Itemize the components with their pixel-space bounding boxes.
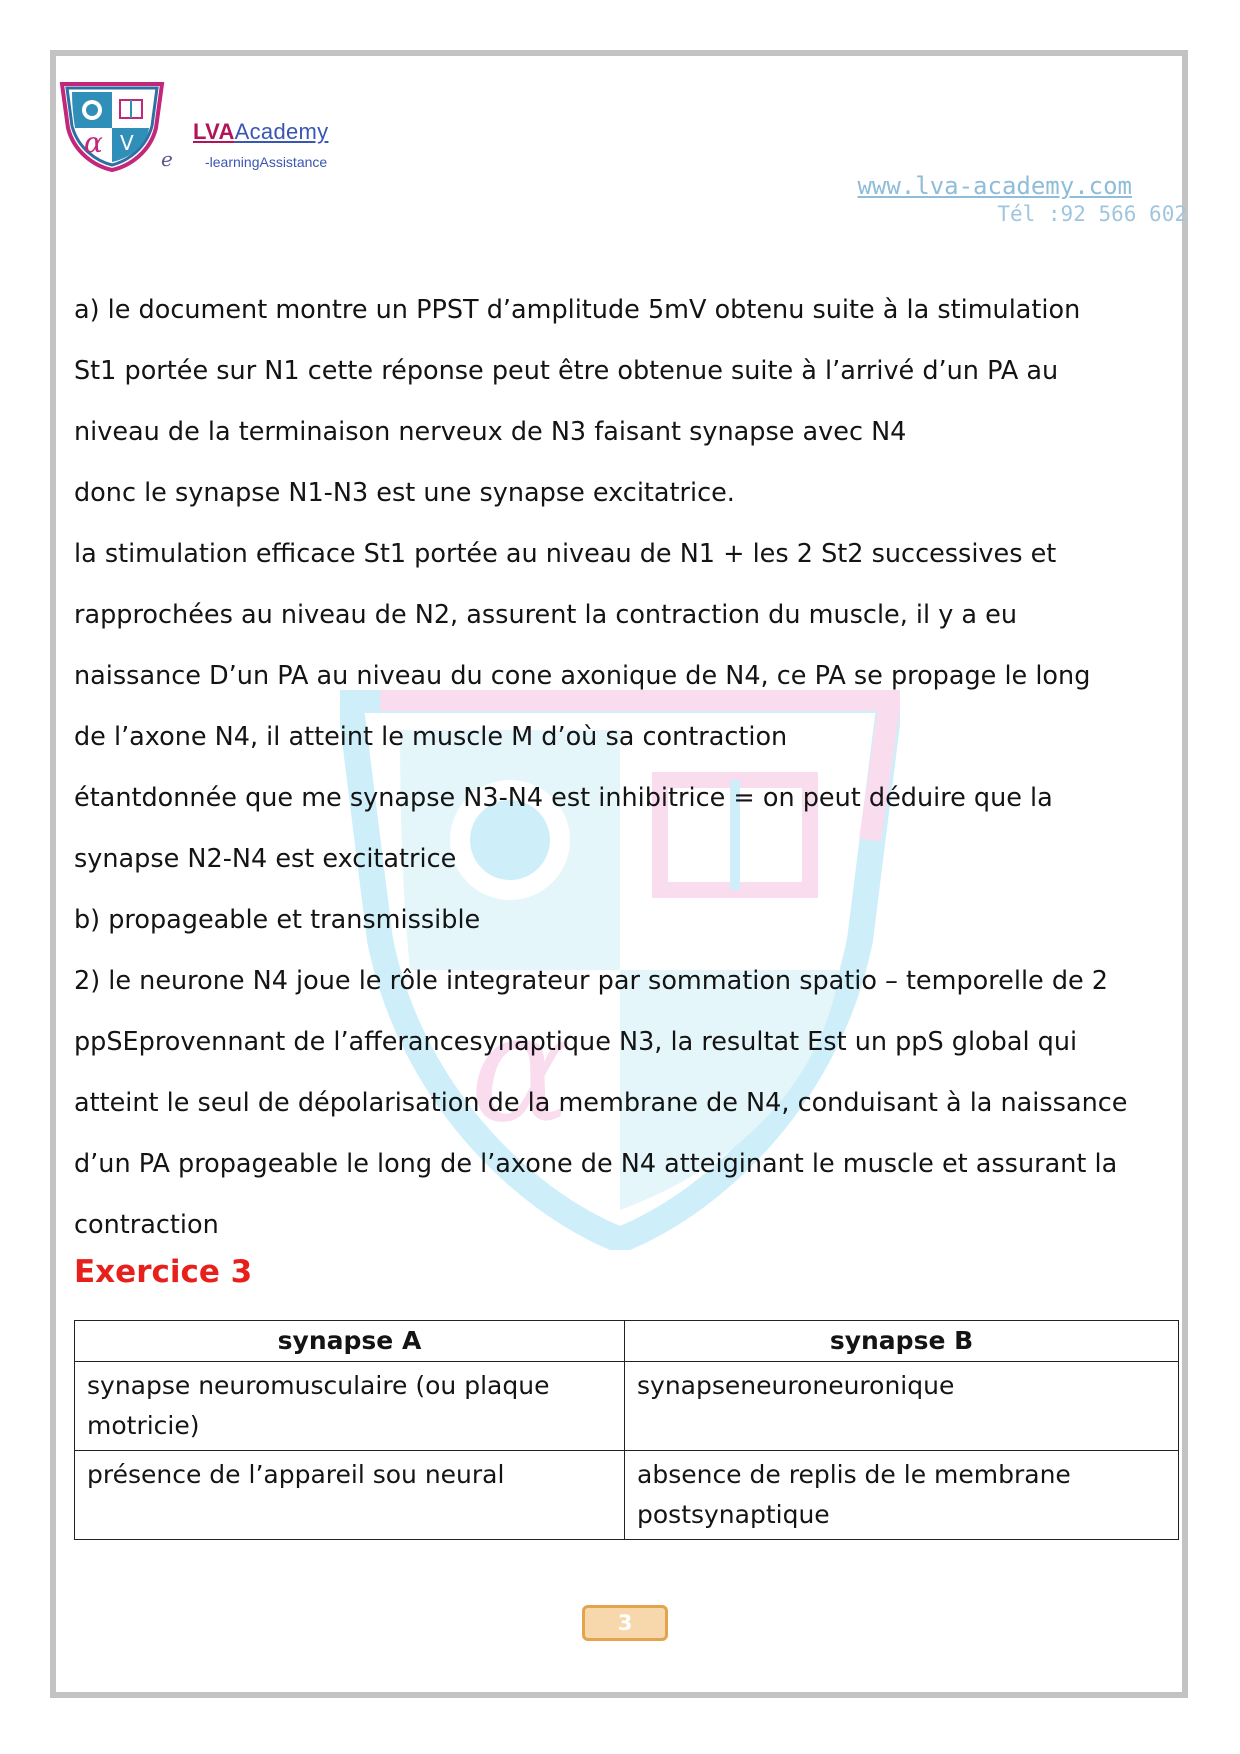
text-line: synapse N2-N4 est excitatrice bbox=[74, 844, 457, 874]
text-line: contraction bbox=[74, 1210, 219, 1240]
brand-lva: LVA bbox=[193, 119, 235, 144]
brand-tagline: -learningAssistance bbox=[205, 154, 328, 170]
text-line: b) propageable et transmissible bbox=[74, 905, 481, 935]
shield-logo-icon bbox=[58, 80, 166, 172]
contact-block bbox=[857, 172, 1187, 226]
text-line: la stimulation efficace St1 portée au niveau de N1 + les 2 St2 successives et bbox=[74, 539, 1057, 569]
text-line: atteint le seul de dépolarisation de la membrane de N4, conduisant à la naissance bbox=[74, 1088, 1128, 1118]
page-number-badge: 3 bbox=[582, 1605, 668, 1641]
comparison-table bbox=[74, 1320, 1179, 1540]
text-line: donc le synapse N1-N3 est une synapse excitatrice. bbox=[74, 478, 735, 508]
website-link[interactable]: www.lva-academy.com bbox=[857, 172, 1132, 200]
svg-text:α: α bbox=[84, 126, 103, 159]
text-line: St1 portée sur N1 cette réponse peut être obtenue suite à l’arrivé d’un PA au bbox=[74, 356, 1059, 386]
exercise-title: Exercice 3 bbox=[74, 1254, 253, 1290]
answer-text bbox=[74, 280, 1184, 1256]
table-cell: présence de l’appareil sou neural bbox=[75, 1451, 625, 1540]
table-cell: synapse neuromusculaire (ou plaque motricie) bbox=[75, 1362, 625, 1451]
brand-academy: Academy bbox=[234, 119, 329, 144]
text-line: 2) le neurone N4 joue le rôle integrateur par sommation spatio – temporelle de 2 bbox=[74, 966, 1109, 996]
table-row bbox=[75, 1362, 1179, 1451]
svg-text:V: V bbox=[120, 131, 134, 155]
table-cell: absence de replis de le membrane postsynaptique bbox=[625, 1451, 1179, 1540]
text-line: a) le document montre un PPST d’amplitude 5mV obtenu suite à la stimulation bbox=[74, 295, 1081, 325]
column-header-synapse-a: synapse A bbox=[75, 1321, 625, 1362]
text-line: d’un PA propageable le long de l’axone de N4 atteiginant le muscle et assurant la bbox=[74, 1149, 1118, 1179]
text-line: étantdonnée que me synapse N3-N4 est inhibitrice = on peut déduire que la bbox=[74, 783, 1053, 813]
text-line: niveau de la terminaison nerveux de N3 faisant synapse avec N4 bbox=[74, 417, 907, 447]
table-header-row bbox=[75, 1321, 1179, 1362]
text-line: naissance D’un PA au niveau du cone axonique de N4, ce PA se propage le long bbox=[74, 661, 1091, 691]
column-header-synapse-b: synapse B bbox=[625, 1321, 1179, 1362]
brand-name bbox=[193, 119, 328, 145]
phone-number: Tél :92 566 602 bbox=[997, 202, 1187, 226]
text-line: de l’axone N4, il atteint le muscle M d’où sa contraction bbox=[74, 722, 788, 752]
text-line: ppSEprovennant de l’afferancesynaptique N3, la resultat Est un ppS global qui bbox=[74, 1027, 1078, 1057]
table-row bbox=[75, 1451, 1179, 1540]
svg-text:α: α bbox=[470, 982, 572, 1156]
brand-e-letter: e bbox=[161, 147, 173, 171]
text-line: rapprochées au niveau de N2, assurent la contraction du muscle, il y a eu bbox=[74, 600, 1017, 630]
table-cell: synapseneuroneuronique bbox=[625, 1362, 1179, 1451]
